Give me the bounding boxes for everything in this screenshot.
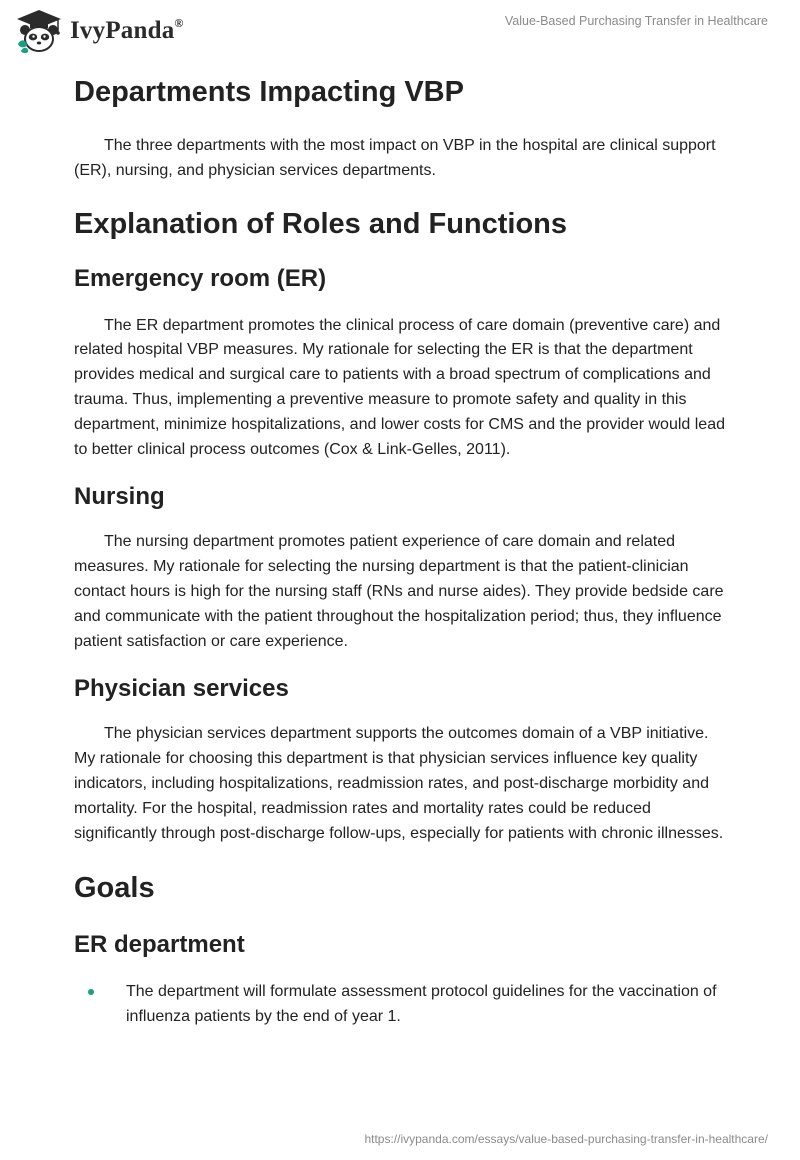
- ivypanda-logo[interactable]: [14, 8, 184, 54]
- heading-er-department: ER department: [74, 931, 245, 959]
- paragraph-departments: The three departments with the most impact on VBP in the hospital are clinical support (ER), nursing, and physician services departments.: [74, 137, 716, 179]
- paragraph-nursing: The nursing department promotes patient experience of care domain and related measures. My rationale for selecting the nursing department is that the patient-clinician contact hours is high for the nursing staff (RNs and nurse aides). They provide bedside care and communicate with the patient throughout the hospitalization period; thus, they influence patient satisfaction or care experience.: [74, 533, 724, 650]
- panda-logo-icon: [14, 8, 64, 54]
- heading-nursing: Nursing: [74, 483, 165, 511]
- paragraph-physician-services: The physician services department supports the outcomes domain of a VBP initiative. My rationale for choosing this department is that physician services influence key quality indicators, including hospitalizations, readmission rates, and post-discharge morbidity and mortality. For the hospital, readmission rates and mortality rates could be reduced significantly through post-discharge follow-ups, especially for patients with chronic illnesses.: [74, 725, 724, 842]
- list-item: [74, 980, 734, 1030]
- list-item-text: The department will formulate assessment protocol guidelines for the vaccination of influenza patients by the end of year 1.: [126, 983, 717, 1026]
- heading-departments: Departments Impacting VBP: [74, 76, 464, 108]
- heading-physician-services: Physician services: [74, 675, 289, 703]
- paragraph-emergency-room: The ER department promotes the clinical process of care domain (preventive care) and related hospital VBP measures. My rationale for selecting the ER is that the department provides medical and surgical care to patients with a broad spectrum of complications and trauma. Thus, implementing a preventive measure to promote safety and quality in this department, minimize hospitalizations, and lower costs for CMS and the provider would lead to better clinical process outcomes (Cox & Link-Gelles, 2011).: [74, 316, 725, 458]
- heading-emergency-room: Emergency room (ER): [74, 264, 327, 292]
- heading-roles-functions: Explanation of Roles and Functions: [74, 207, 568, 240]
- footer-url[interactable]: https://ivypanda.com/essays/value-based-purchasing-transfer-in-healthcare/: [364, 1132, 768, 1146]
- brand-name: IvyPanda®: [70, 15, 184, 44]
- heading-goals: Goals: [74, 872, 155, 905]
- essay-content: [74, 72, 734, 1030]
- bullet-dot-icon: [88, 989, 94, 995]
- document-title: Value-Based Purchasing Transfer in Healthcare: [504, 14, 768, 28]
- page-header: [0, 0, 800, 60]
